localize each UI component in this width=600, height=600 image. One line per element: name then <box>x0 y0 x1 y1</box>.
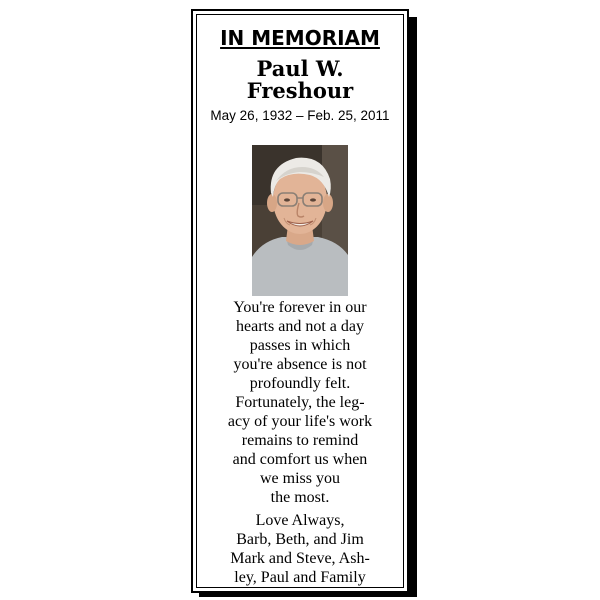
name-line-last: Freshour <box>246 78 354 103</box>
message-line: passes in which <box>249 337 351 354</box>
message-line: hearts and not a day <box>236 318 364 335</box>
memorial-message <box>228 298 372 507</box>
message-line: and comfort us when <box>232 451 368 468</box>
message-line: Fortunately, the leg- <box>235 394 365 411</box>
portrait-photo <box>252 145 348 296</box>
notice-heading: IN MEMORIAM <box>220 26 380 50</box>
message-line: You're forever in our <box>233 299 367 316</box>
signoff-line: Mark and Steve, Ash- <box>230 550 370 567</box>
signoff-line: ley, Paul and Family <box>234 569 366 586</box>
deceased-name <box>247 58 353 102</box>
message-line: the most. <box>270 489 330 506</box>
signoff-line: Love Always, <box>255 512 345 529</box>
message-line: you're absence is not <box>233 356 367 373</box>
memorial-notice-inner-border <box>196 14 404 588</box>
message-line: acy of your life's work <box>227 413 373 430</box>
signoff <box>230 511 370 587</box>
life-dates: May 26, 1932 – Feb. 25, 2011 <box>210 108 390 123</box>
message-line: remains to remind <box>241 432 359 449</box>
message-line: profoundly felt. <box>249 375 351 392</box>
message-line: we miss you <box>259 470 340 487</box>
signoff-line: Barb, Beth, and Jim <box>236 531 364 548</box>
portrait-photo-icon <box>252 145 348 296</box>
memorial-notice <box>191 9 409 593</box>
name-line-first: Paul W. <box>256 56 344 81</box>
